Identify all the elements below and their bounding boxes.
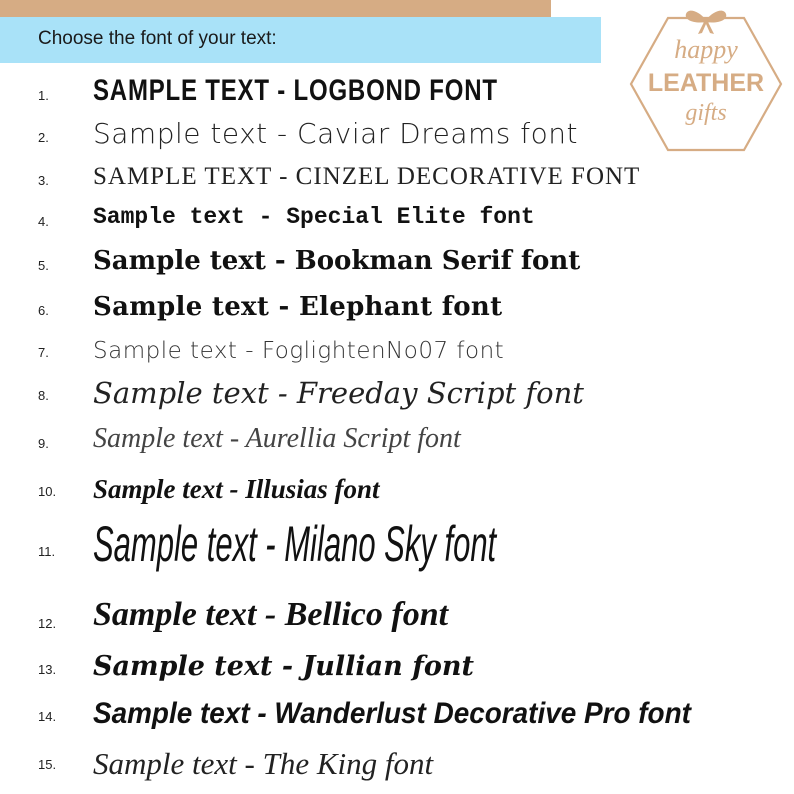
font-number: 9. [38, 436, 49, 451]
font-sample: Sample text - Bookman Serif font [93, 246, 581, 276]
font-number: 8. [38, 388, 49, 403]
font-number: 14. [38, 709, 57, 724]
font-number: 5. [38, 258, 49, 273]
font-number: 7. [38, 345, 49, 360]
logo-leather: LEATHER [647, 69, 765, 97]
logo-happy: happy [674, 35, 738, 64]
font-number: 10. [38, 484, 57, 499]
font-sample: Sample text - Milano Sky font [93, 516, 497, 572]
font-sample: Sample text - Special Elite font [93, 204, 535, 230]
logo-gifts: gifts [685, 100, 727, 126]
font-number: 6. [38, 303, 49, 318]
font-number: 15. [38, 757, 57, 772]
font-number: 4. [38, 214, 49, 229]
font-sample: Sample text - Illusias font [93, 474, 380, 504]
font-number: 3. [38, 173, 49, 188]
font-sample: Sample text - Bellico font [93, 596, 449, 633]
font-sample: Sample text - Wanderlust Decorative Pro font [93, 697, 691, 730]
font-sample: Sample text - Elephant font [93, 292, 503, 322]
font-number: 12. [38, 616, 57, 631]
font-sample: SAMPLE TEXT - CINZEL DECORATIVE FONT [93, 163, 641, 190]
font-sample: SAMPLE TEXT - LOGBOND FONT [93, 74, 498, 107]
font-sample: Sample text - The King font [93, 746, 434, 781]
font-sample: Sample text - Aurellia Script font [93, 423, 461, 454]
font-number: 2. [38, 130, 49, 145]
page-title: Choose the font of your text: [38, 28, 277, 49]
font-number: 11. [38, 544, 56, 559]
font-sample: Sample text - Freeday Script font [93, 376, 584, 410]
font-sample: Sample text - Jullian font [93, 651, 474, 682]
font-sample: Sample text - Caviar Dreams font [93, 117, 578, 150]
font-number: 13. [38, 662, 57, 677]
font-sample: Sample text - FoglightenNo07 font [93, 338, 505, 364]
font-number: 1. [38, 88, 49, 103]
